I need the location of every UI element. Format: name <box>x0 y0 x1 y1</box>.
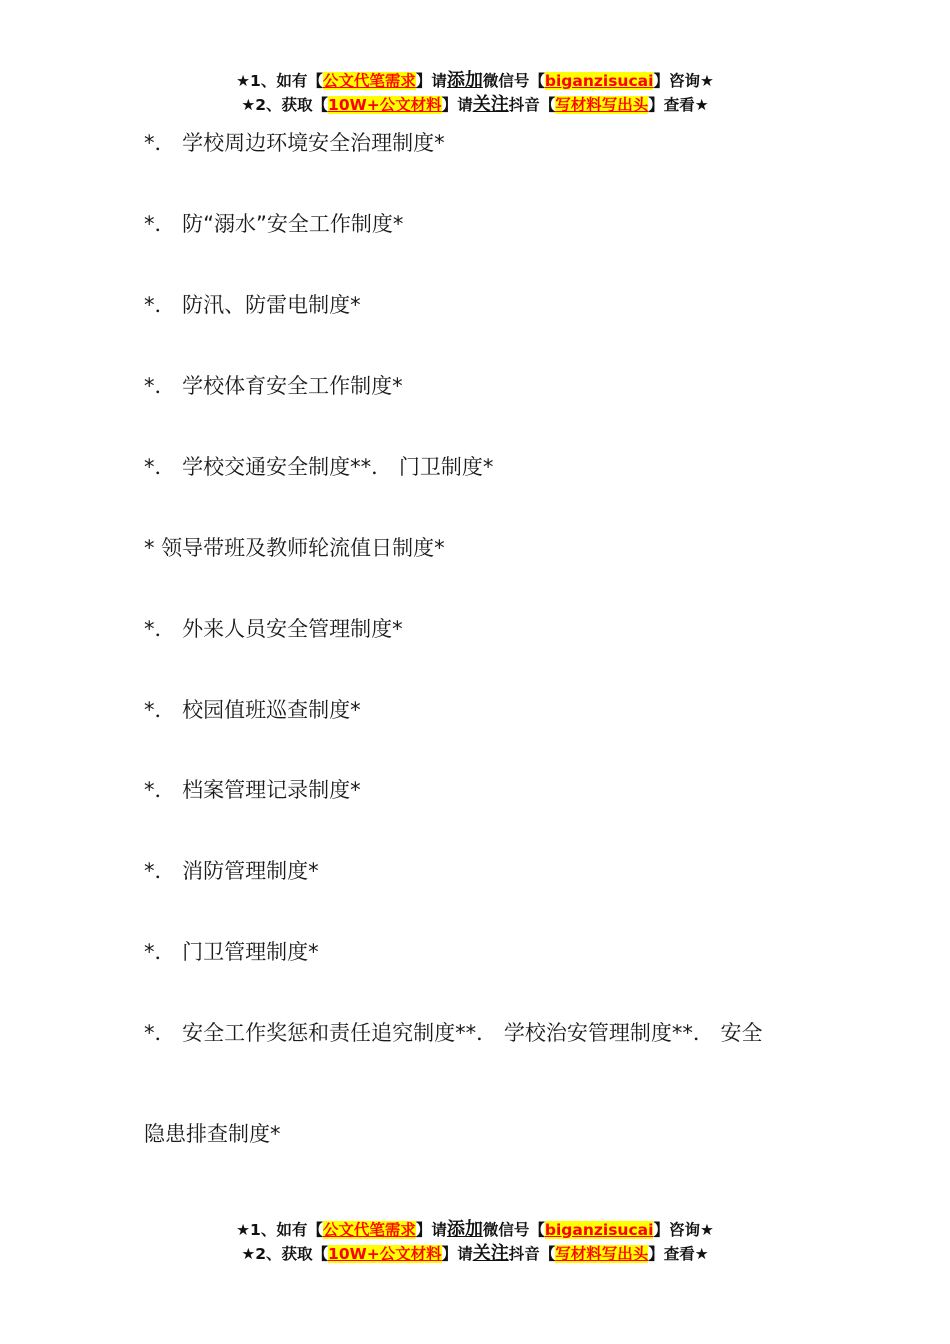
list-item: *． 安全工作奖惩和责任追究制度**． 学校治安管理制度**． 安全 <box>144 1021 763 1045</box>
banner-highlight: 10W+公文材料 <box>328 96 442 114</box>
banner-highlight: 公文代笔需求 <box>322 72 416 90</box>
banner-text: 抖音【 <box>508 1245 556 1263</box>
banner-emphasis: 添加 <box>446 70 483 91</box>
banner-highlight: biganzisucai <box>544 1221 654 1239</box>
banner-highlight: 公文代笔需求 <box>322 1221 416 1239</box>
banner-text: ★1、如有【 <box>236 72 323 90</box>
list-item: * 领导带班及教师轮流值日制度* <box>144 536 445 560</box>
banner-highlight: 写材料写出头 <box>555 96 649 114</box>
banner-emphasis: 关注 <box>472 1243 509 1264</box>
list-item: *． 学校周边环境安全治理制度* <box>144 131 445 155</box>
list-item: *． 档案管理记录制度* <box>144 778 361 802</box>
banner-text: ★1、如有【 <box>236 1221 323 1239</box>
banner-text: 微信号【 <box>482 72 545 90</box>
banner-line-2 <box>0 1242 950 1266</box>
banner-text: 】咨询★ <box>653 72 714 90</box>
banner-highlight: 写材料写出头 <box>555 1245 649 1263</box>
banner-text: 】咨询★ <box>653 1221 714 1239</box>
banner-highlight: 10W+公文材料 <box>328 1245 442 1263</box>
list-item: *． 防汛、防雷电制度* <box>144 293 361 317</box>
list-item: *． 消防管理制度* <box>144 859 319 883</box>
list-item: *． 防“溺水”安全工作制度* <box>144 212 404 236</box>
banner-text: 抖音【 <box>508 96 556 114</box>
banner-highlight: biganzisucai <box>544 72 654 90</box>
banner-text: 微信号【 <box>482 1221 545 1239</box>
banner-emphasis: 关注 <box>472 94 509 115</box>
list-item: *． 门卫管理制度* <box>144 940 319 964</box>
banner-text: 】请 <box>441 1245 473 1263</box>
header-banner <box>0 69 950 117</box>
banner-line-1 <box>0 69 950 93</box>
list-item: *． 外来人员安全管理制度* <box>144 617 403 641</box>
list-item: *． 校园值班巡查制度* <box>144 698 361 722</box>
banner-text: 】查看★ <box>648 1245 709 1263</box>
banner-line-2 <box>0 93 950 117</box>
banner-text: 】请 <box>441 96 473 114</box>
banner-text: ★2、获取【 <box>241 1245 329 1263</box>
footer-banner <box>0 1218 950 1266</box>
banner-line-1 <box>0 1218 950 1242</box>
list-item: *． 学校交通安全制度**． 门卫制度* <box>144 455 494 479</box>
banner-text: 】请 <box>415 72 447 90</box>
banner-text: 】查看★ <box>648 96 709 114</box>
banner-text: ★2、获取【 <box>241 96 329 114</box>
list-item: *． 学校体育安全工作制度* <box>144 374 403 398</box>
banner-emphasis: 添加 <box>446 1219 483 1240</box>
banner-text: 】请 <box>415 1221 447 1239</box>
list-item: 隐患排查制度* <box>144 1122 281 1146</box>
